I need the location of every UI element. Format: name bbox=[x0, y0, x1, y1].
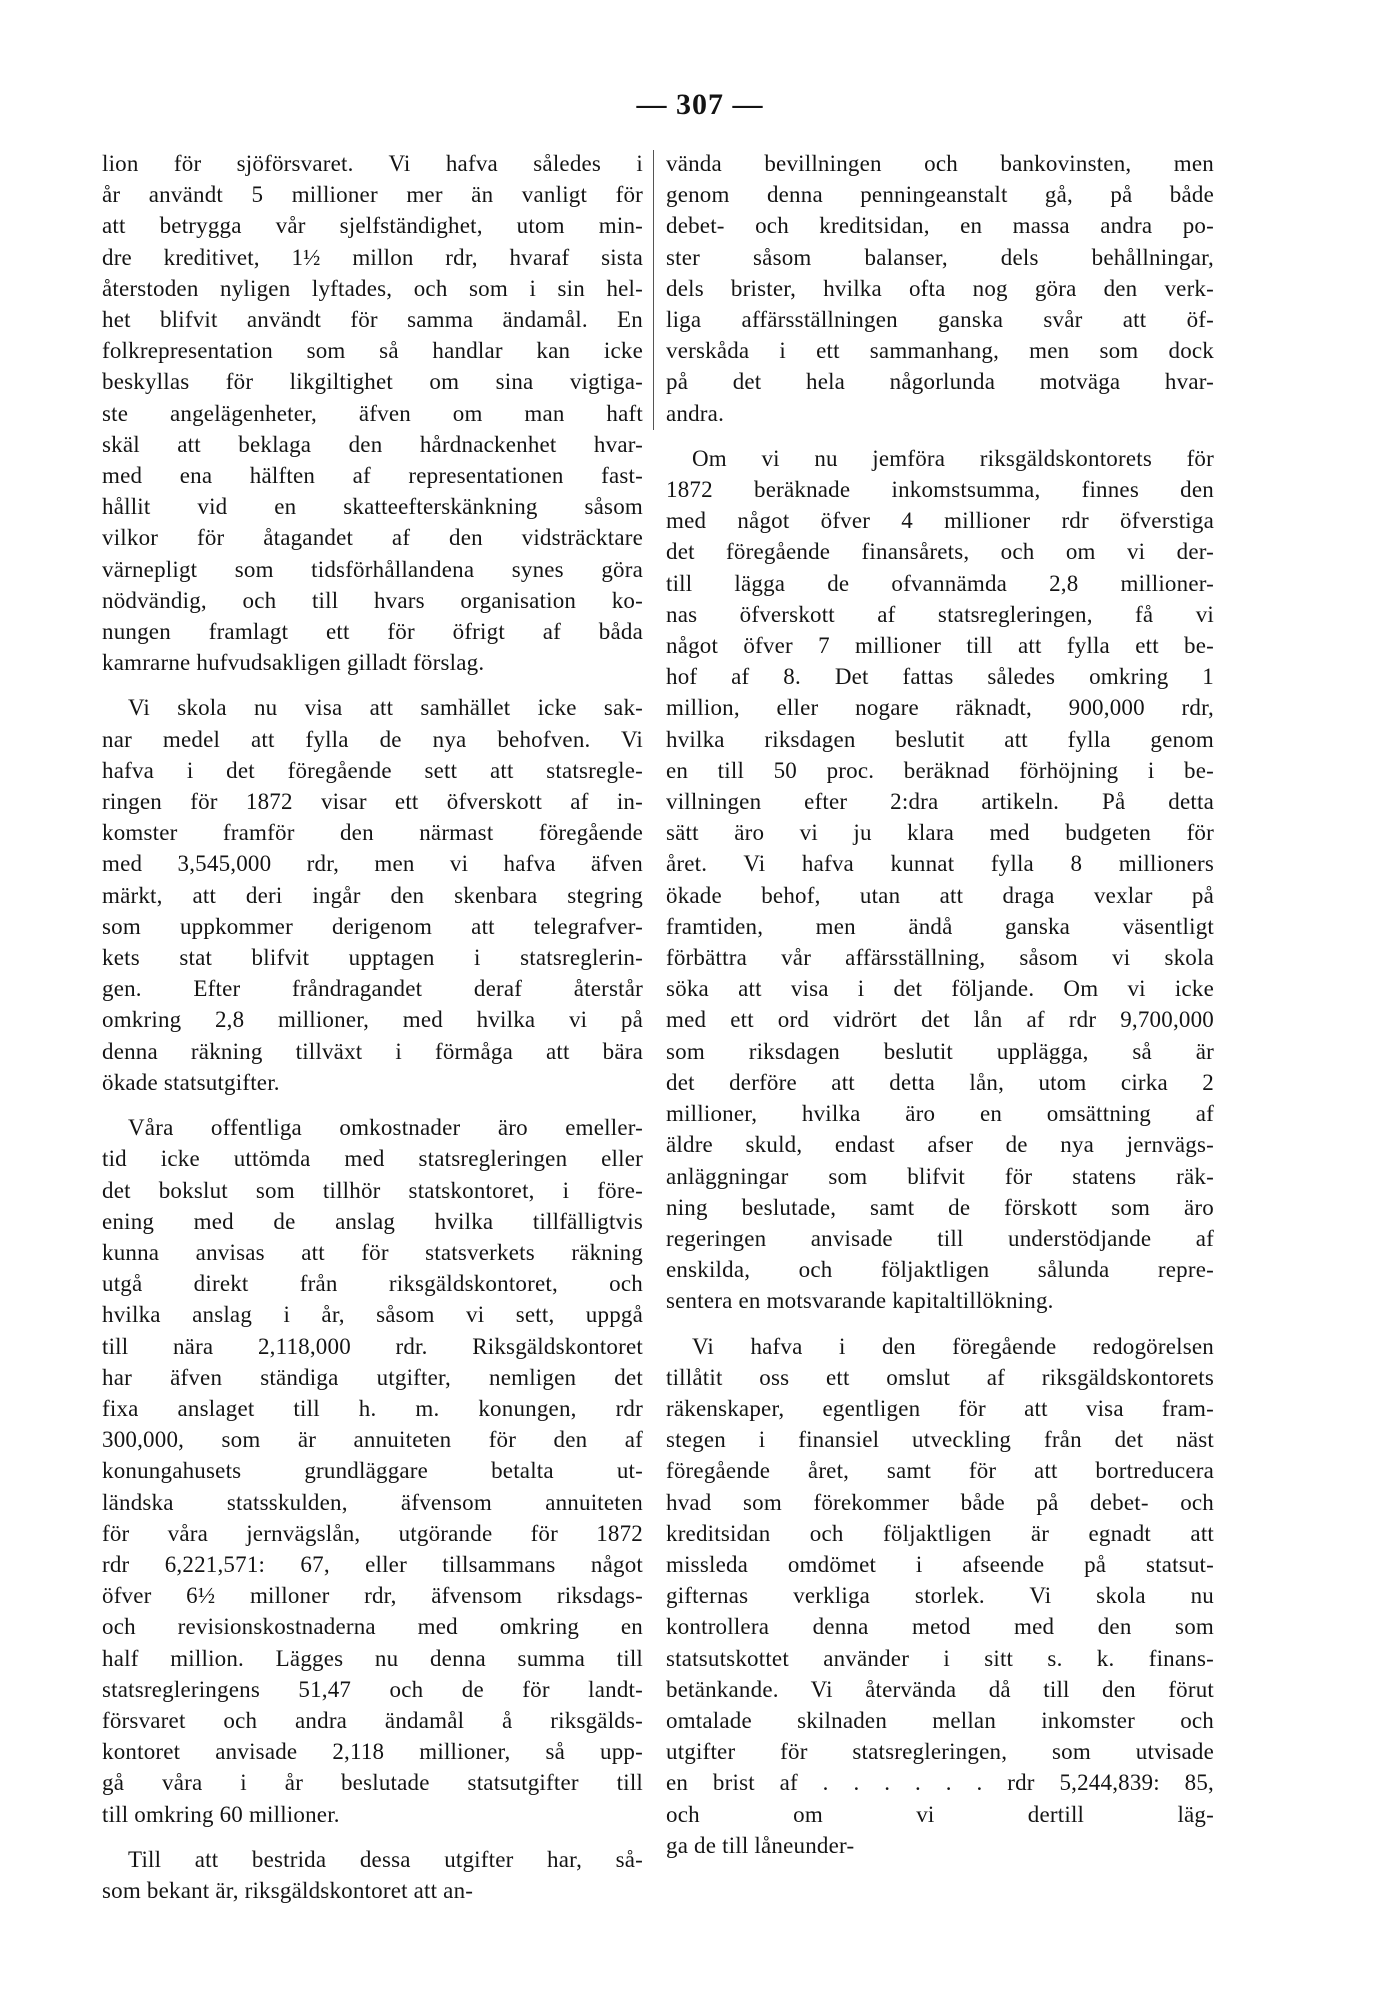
text-line: kreditsidan och följaktligen är egnadt att bbox=[666, 1520, 1214, 1546]
text-line: betänkande. Vi återvända då till den förut bbox=[666, 1676, 1214, 1702]
text-line: år användt 5 millioner mer än vanligt för bbox=[102, 182, 643, 208]
text-line: räkenskaper, egentligen för att visa fram- bbox=[666, 1395, 1214, 1421]
paragraph-gap bbox=[666, 1317, 1214, 1331]
text-line: andra. bbox=[666, 400, 725, 426]
text-line: tid icke uttömda med statsregleringen eller bbox=[102, 1146, 643, 1172]
paragraph bbox=[666, 1331, 1214, 1861]
text-line: Vi hafva i den föregående redogörelsen bbox=[692, 1333, 1214, 1359]
text-line: nas öfverskott af statsregleringen, få vi bbox=[666, 601, 1214, 627]
text-line: ning beslutade, samt de förskott som äro bbox=[666, 1194, 1214, 1220]
text-line: gå våra i år beslutade statsutgifter till bbox=[102, 1770, 643, 1796]
text-line: skäl att beklaga den hårdnackenhet hvar- bbox=[102, 431, 643, 457]
text-line: verskåda i ett sammanhang, men som dock bbox=[666, 338, 1214, 364]
text-line: märkt, att deri ingår den skenbara stegring bbox=[102, 882, 643, 908]
text-line: för våra jernvägslån, utgörande för 1872 bbox=[102, 1520, 643, 1546]
text-line: året. Vi hafva kunnat fylla 8 millioners bbox=[666, 851, 1214, 877]
text-line: en till 50 proc. beräknad förhöjning i be- bbox=[666, 757, 1214, 783]
text-line: rdr 6,221,571: 67, eller tillsammans något bbox=[102, 1551, 643, 1577]
text-line: ster såsom balanser, dels behållningar, bbox=[666, 244, 1214, 270]
text-line: regeringen anvisade till understödjande af bbox=[666, 1225, 1214, 1251]
text-line: anläggningar som blifvit för statens räk- bbox=[666, 1163, 1214, 1189]
text-line: med ett ord vidrört det lån af rdr 9,700,000 bbox=[666, 1007, 1214, 1033]
text-line: gifternas verkliga storlek. Vi skola nu bbox=[666, 1583, 1214, 1609]
text-line: Till att bestrida dessa utgifter har, så- bbox=[128, 1846, 643, 1872]
text-line: ländska statsskulden, äfvensom annuiteten bbox=[102, 1489, 643, 1515]
text-line: som riksdagen beslutit upplägga, så är bbox=[666, 1038, 1214, 1064]
text-line: återstoden nyligen lyftades, och som i sin hel- bbox=[102, 275, 643, 301]
text-line: utgifter för statsregleringen, som utvisade bbox=[666, 1739, 1214, 1765]
text-line: statsutskottet använder i sitt s. k. finans- bbox=[666, 1645, 1214, 1671]
text-line: vilkor för åtagandet af den vidsträcktare bbox=[102, 525, 643, 551]
text-line: het blifvit användt för samma ändamål. En bbox=[102, 307, 643, 333]
paragraph bbox=[666, 443, 1214, 1317]
text-line: hållit vid en skatteefterskänkning såsom bbox=[102, 494, 643, 520]
text-line: lion för sjöförsvaret. Vi hafva således i bbox=[102, 151, 643, 176]
text-line: det föregående finansårets, och om vi der- bbox=[666, 539, 1214, 565]
text-line: ökade statsutgifter. bbox=[102, 1069, 280, 1095]
paragraph-gap bbox=[666, 429, 1214, 443]
text-line: till omkring 60 millioner. bbox=[102, 1801, 340, 1827]
text-line: utgå direkt från riksgäldskontoret, och bbox=[102, 1271, 643, 1297]
text-line: beskyllas för likgiltighet om sina vigtiga- bbox=[102, 369, 643, 395]
text-line: liga affärsställningen ganska svår att öf- bbox=[666, 307, 1214, 333]
text-line: med ena hälften af representationen fast- bbox=[102, 463, 643, 489]
text-line: och revisionskostnaderna med omkring en bbox=[102, 1614, 643, 1640]
text-line: har äfven ständiga utgifter, nemligen det bbox=[102, 1364, 643, 1390]
text-line: omtalade skilnaden mellan inkomster och bbox=[666, 1707, 1214, 1733]
page-number: — 307 — bbox=[636, 88, 764, 121]
text-line: till lägga de ofvannämda 2,8 millioner- bbox=[666, 570, 1214, 596]
text-line: en brist af . . . . . . rdr 5,244,839: 85, bbox=[666, 1770, 1214, 1796]
text-line: tillåtit oss ett omslut af riksgäldskontorets bbox=[666, 1364, 1214, 1390]
text-line: dels brister, hvilka ofta nog göra den verk- bbox=[666, 275, 1214, 301]
text-line: att betrygga vår sjelfständighet, utom min- bbox=[102, 213, 643, 239]
text-line: komster framför den närmast föregående bbox=[102, 820, 643, 846]
column-divider bbox=[653, 150, 654, 430]
text-line: hafva i det föregående sett att statsregle- bbox=[102, 757, 643, 783]
text-line: förbättra vår affärsställning, såsom vi skola bbox=[666, 945, 1214, 971]
left-column bbox=[102, 148, 643, 1906]
text-line: som bekant är, riksgäldskontoret att an- bbox=[102, 1877, 474, 1903]
paragraph bbox=[102, 1844, 643, 1906]
text-line: något öfver 7 millioner till att fylla ett be- bbox=[666, 633, 1214, 659]
text-line: statsregleringens 51,47 och de för landt- bbox=[102, 1676, 643, 1702]
paragraph-gap bbox=[102, 678, 643, 692]
text-line: äldre skuld, endast afser de nya jernvägs- bbox=[666, 1132, 1214, 1158]
text-line: dre kreditivet, 1½ millon rdr, hvaraf sista bbox=[102, 244, 643, 270]
text-line: nödvändig, och till hvars organisation ko- bbox=[102, 587, 643, 613]
text-line: denna räkning tillväxt i förmåga att bära bbox=[102, 1038, 643, 1064]
paragraph-gap bbox=[102, 1098, 643, 1112]
text-line: det bokslut som tillhör statskontoret, i före- bbox=[102, 1177, 643, 1203]
text-line: fixa anslaget till h. m. konungen, rdr bbox=[102, 1395, 643, 1421]
text-line: enskilda, och följaktligen sålunda repre- bbox=[666, 1257, 1214, 1283]
text-line: sätt äro vi ju klara med budgeten för bbox=[666, 820, 1214, 846]
text-line: missleda omdömet i afseende på statsut- bbox=[666, 1551, 1214, 1577]
text-line: vända bevillningen och bankovinsten, men bbox=[666, 151, 1214, 176]
text-line: hvilka riksdagen beslutit att fylla genom bbox=[666, 726, 1214, 752]
text-line: söka att visa i det följande. Om vi icke bbox=[666, 976, 1214, 1002]
text-line: 300,000, som är annuiteten för den af bbox=[102, 1427, 643, 1453]
text-line: million, eller nogare räknadt, 900,000 rdr, bbox=[666, 695, 1214, 721]
paragraph bbox=[666, 148, 1214, 429]
text-line: hvad som förekommer både på debet- och bbox=[666, 1489, 1214, 1515]
text-line: till nära 2,118,000 rdr. Riksgäldskontoret bbox=[102, 1333, 643, 1359]
paragraph-gap bbox=[102, 1830, 643, 1844]
text-line: ringen för 1872 visar ett öfverskott af in- bbox=[102, 789, 643, 815]
text-line: på det hela någorlunda motväga hvar- bbox=[666, 369, 1214, 395]
text-line: omkring 2,8 millioner, med hvilka vi på bbox=[102, 1007, 643, 1033]
text-line: med något öfver 4 millioner rdr öfverstiga bbox=[666, 508, 1214, 534]
text-line: sentera en motsvarande kapitaltillökning. bbox=[666, 1288, 1054, 1314]
text-line: värnepligt som tidsförhållandena synes göra bbox=[102, 556, 643, 582]
text-line: kontrollera denna metod med den som bbox=[666, 1614, 1214, 1640]
text-line: ste angelägenheter, äfven om man haft bbox=[102, 400, 643, 426]
text-line: half million. Lägges nu denna summa till bbox=[102, 1645, 643, 1671]
text-line: som uppkommer derigenom att telegrafver- bbox=[102, 913, 643, 939]
text-line: nungen framlagt ett för öfrigt af båda bbox=[102, 619, 643, 645]
text-line: hof af 8. Det fattas således omkring 1 bbox=[666, 664, 1214, 690]
text-line: ökade behof, utan att draga vexlar på bbox=[666, 882, 1214, 908]
paragraph bbox=[102, 692, 643, 1098]
text-line: gen. Efter fråndragandet deraf återstår bbox=[102, 976, 643, 1002]
text-line: stegen i finansiel utveckling från det näst bbox=[666, 1427, 1214, 1453]
text-line: villningen efter 2:dra artikeln. På detta bbox=[666, 789, 1214, 815]
text-line: Våra offentliga omkostnader äro emeller- bbox=[128, 1115, 643, 1141]
text-line: folkrepresentation som så handlar kan icke bbox=[102, 338, 643, 364]
text-line: kamrarne hufvudsakligen gilladt förslag. bbox=[102, 650, 485, 676]
text-line: kunna anvisas att för statsverkets räkning bbox=[102, 1239, 643, 1265]
right-column bbox=[666, 148, 1214, 1861]
text-line: 1872 beräknade inkomstsumma, finnes den bbox=[666, 477, 1214, 503]
text-line: hvilka anslag i år, såsom vi sett, uppgå bbox=[102, 1302, 643, 1328]
paragraph bbox=[102, 1112, 643, 1830]
text-line: millioner, hvilka äro en omsättning af bbox=[666, 1101, 1214, 1127]
text-line: Vi skola nu visa att samhället icke sak- bbox=[128, 695, 643, 721]
text-line: debet- och kreditsidan, en massa andra po- bbox=[666, 213, 1214, 239]
text-line: föregående året, samt för att bortreducera bbox=[666, 1458, 1214, 1484]
text-line: kontoret anvisade 2,118 millioner, så upp- bbox=[102, 1739, 643, 1765]
text-line: konungahusets grundläggare betalta ut- bbox=[102, 1458, 643, 1484]
text-line: det derföre att detta lån, utom cirka 2 bbox=[666, 1069, 1214, 1095]
text-line: försvaret och andra ändamål å riksgälds- bbox=[102, 1707, 643, 1733]
text-line: ening med de anslag hvilka tillfälligtvis bbox=[102, 1208, 643, 1234]
text-line: och om vi dertill läg- bbox=[666, 1801, 1214, 1827]
text-line: kets stat blifvit upptagen i statsreglerin- bbox=[102, 945, 643, 971]
paragraph bbox=[102, 148, 643, 678]
text-line: ga de till låneunder- bbox=[666, 1832, 855, 1858]
text-line: genom denna penningeanstalt gå, på både bbox=[666, 182, 1214, 208]
text-line: nar medel att fylla de nya behofven. Vi bbox=[102, 726, 643, 752]
text-line: Om vi nu jemföra riksgäldskontorets för bbox=[692, 445, 1214, 471]
text-line: framtiden, men ändå ganska väsentligt bbox=[666, 913, 1214, 939]
text-line: med 3,545,000 rdr, men vi hafva äfven bbox=[102, 851, 643, 877]
text-line: öfver 6½ milloner rdr, äfvensom riksdags- bbox=[102, 1583, 643, 1609]
